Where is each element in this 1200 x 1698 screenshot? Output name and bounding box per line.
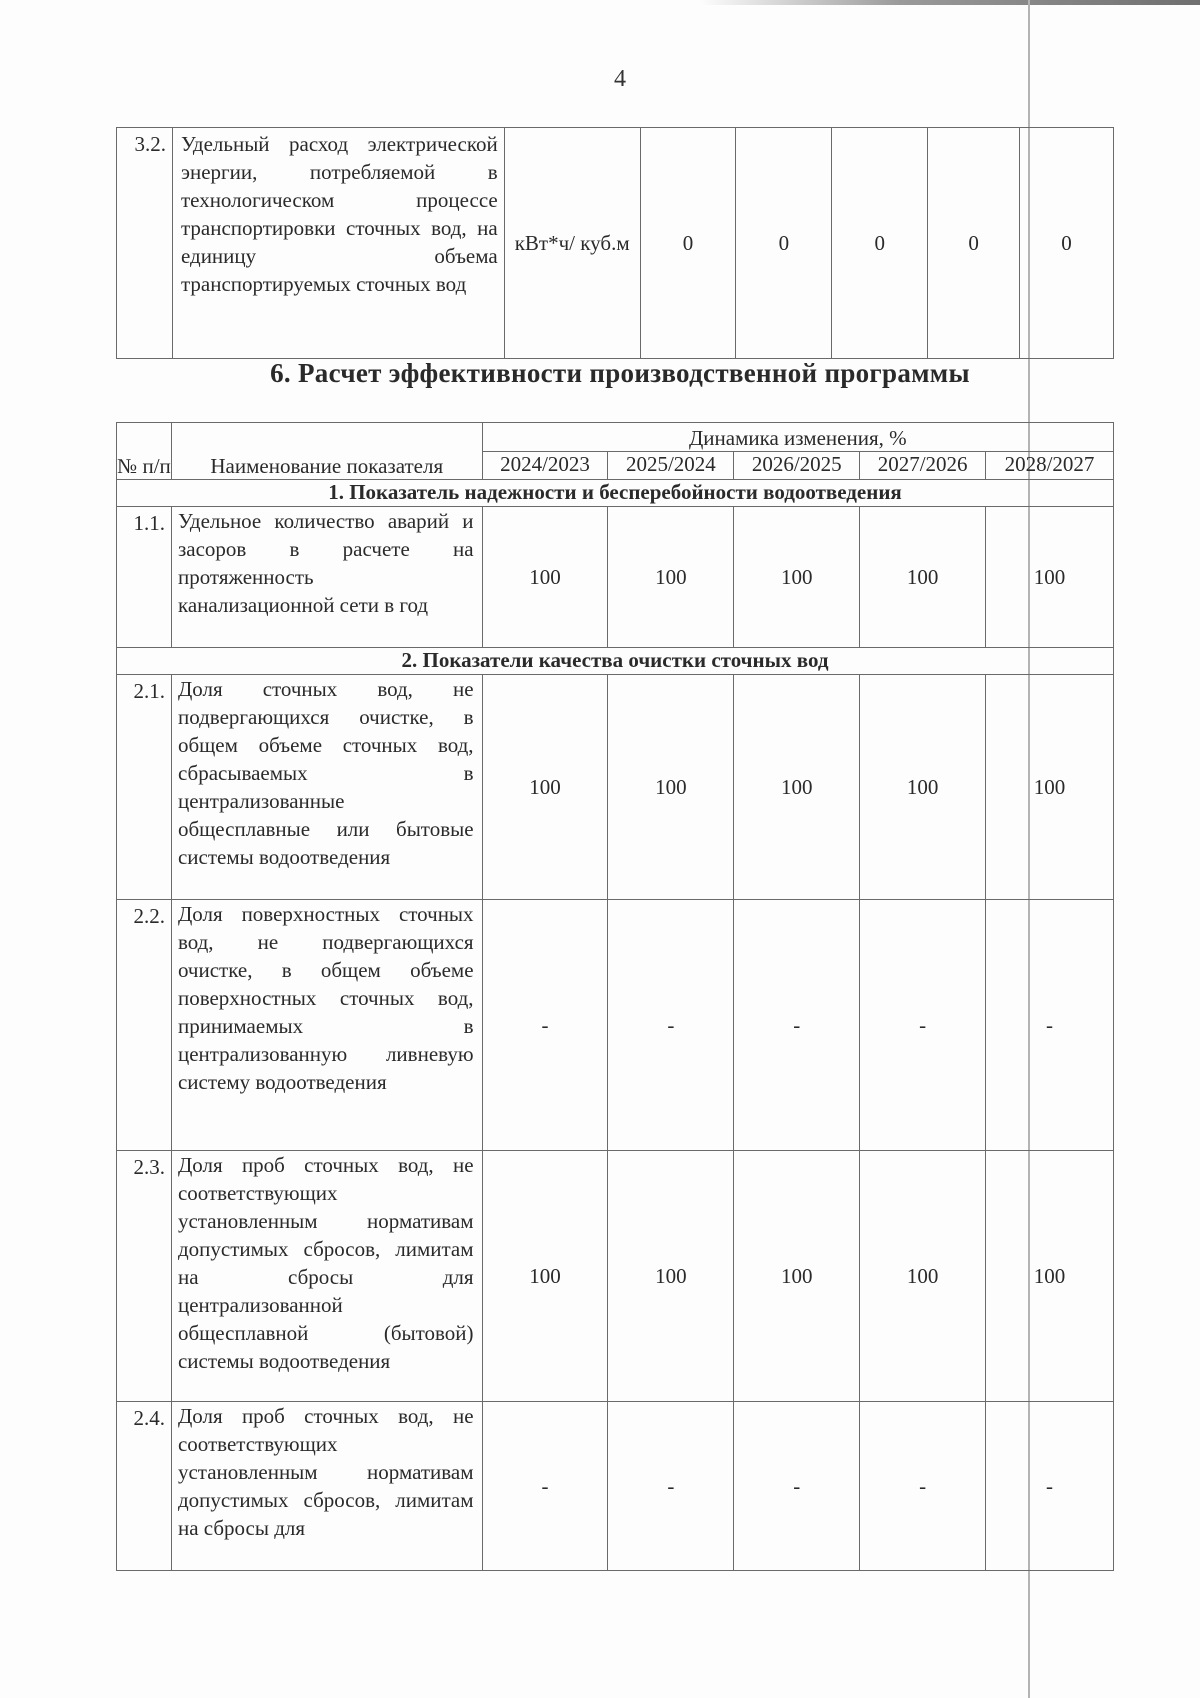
value-cell: 100 [608, 507, 734, 648]
section-title: 6. Расчет эффективности производственной программы [270, 358, 970, 388]
value-cell: 100 [734, 675, 860, 900]
value-cell: - [986, 900, 1114, 1151]
header-row [117, 423, 1114, 452]
value-cell: - [860, 900, 986, 1151]
indicator-name: Удельное количество аварий и засоров в расчете на протяженность канализационной сети в год [171, 507, 482, 648]
value-cell: - [482, 900, 608, 1151]
continued-table [116, 127, 1114, 359]
value-cell: 0 [736, 128, 832, 359]
indicator-name: Доля сточных вод, не подвергающихся очистке, в общем объеме сточных вод, сбрасываемых в централизованные общесплавные или бытовые системы водоотведения [171, 675, 482, 900]
row-number: 2.3. [117, 1151, 172, 1402]
col-num-header: № п/п [117, 423, 172, 480]
indicator-name: Доля проб сточных вод, не соответствующих установленным нормативам допустимых сбросов, лимитам на сбросы для [171, 1402, 482, 1571]
section-heading: 1. Показатель надежности и бесперебойности водоотведения [117, 480, 1114, 507]
value-cell: 100 [734, 507, 860, 648]
value-cell: - [860, 1402, 986, 1571]
table-row [117, 507, 1114, 648]
value-cell: 100 [482, 675, 608, 900]
value-cell: 0 [1020, 128, 1114, 359]
value-cell: 100 [482, 507, 608, 648]
row-number: 3.2. [117, 128, 173, 359]
value-cell: - [734, 1402, 860, 1571]
row-number: 2.1. [117, 675, 172, 900]
year-header: 2027/2026 [860, 452, 986, 480]
value-cell: - [482, 1402, 608, 1571]
value-cell: - [608, 1402, 734, 1571]
value-cell: 0 [832, 128, 928, 359]
table-row [117, 900, 1114, 1151]
value-cell: 0 [640, 128, 736, 359]
table-row [117, 128, 1114, 359]
section-row [117, 480, 1114, 507]
unit-cell: кВт*ч/ куб.м [504, 128, 640, 359]
value-cell: - [608, 900, 734, 1151]
value-cell: 100 [482, 1151, 608, 1402]
year-header: 2024/2023 [482, 452, 608, 480]
row-number: 1.1. [117, 507, 172, 648]
page-number: 4 [614, 66, 626, 92]
year-header: 2025/2024 [608, 452, 734, 480]
value-cell: 100 [986, 507, 1114, 648]
value-cell: 100 [986, 675, 1114, 900]
efficiency-table [116, 422, 1114, 1571]
indicator-name: Удельный расход электрической энергии, потребляемой в технологическом процессе транспортировки сточных вод, на единицу объема транспортируемых сточных вод [172, 128, 504, 359]
value-cell: 100 [860, 1151, 986, 1402]
section-row [117, 648, 1114, 675]
table-row [117, 1402, 1114, 1571]
value-cell: 100 [608, 1151, 734, 1402]
indicator-name: Доля поверхностных сточных вод, не подвергающихся очистке, в общем объеме поверхностных сточных вод, принимаемых в централизованную ливневую систему водоотведения [171, 900, 482, 1151]
col-dynamics-header: Динамика изменения, % [482, 423, 1113, 452]
table-row [117, 675, 1114, 900]
indicator-name: Доля проб сточных вод, не соответствующих установленным нормативам допустимых сбросов, лимитам на сбросы для централизованной общесплавной (бытовой) системы водоотведения [171, 1151, 482, 1402]
value-cell: 100 [986, 1151, 1114, 1402]
value-cell: - [986, 1402, 1114, 1571]
value-cell: 100 [734, 1151, 860, 1402]
table-row [117, 1151, 1114, 1402]
value-cell: 100 [860, 675, 986, 900]
row-number: 2.4. [117, 1402, 172, 1571]
col-name-header: Наименование показателя [171, 423, 482, 480]
value-cell: 100 [860, 507, 986, 648]
value-cell: 0 [928, 128, 1020, 359]
value-cell: 100 [608, 675, 734, 900]
scan-artifact-top [700, 0, 1200, 5]
value-cell: - [734, 900, 860, 1151]
section-heading: 2. Показатели качества очистки сточных вод [117, 648, 1114, 675]
year-header: 2028/2027 [986, 452, 1114, 480]
row-number: 2.2. [117, 900, 172, 1151]
year-header: 2026/2025 [734, 452, 860, 480]
